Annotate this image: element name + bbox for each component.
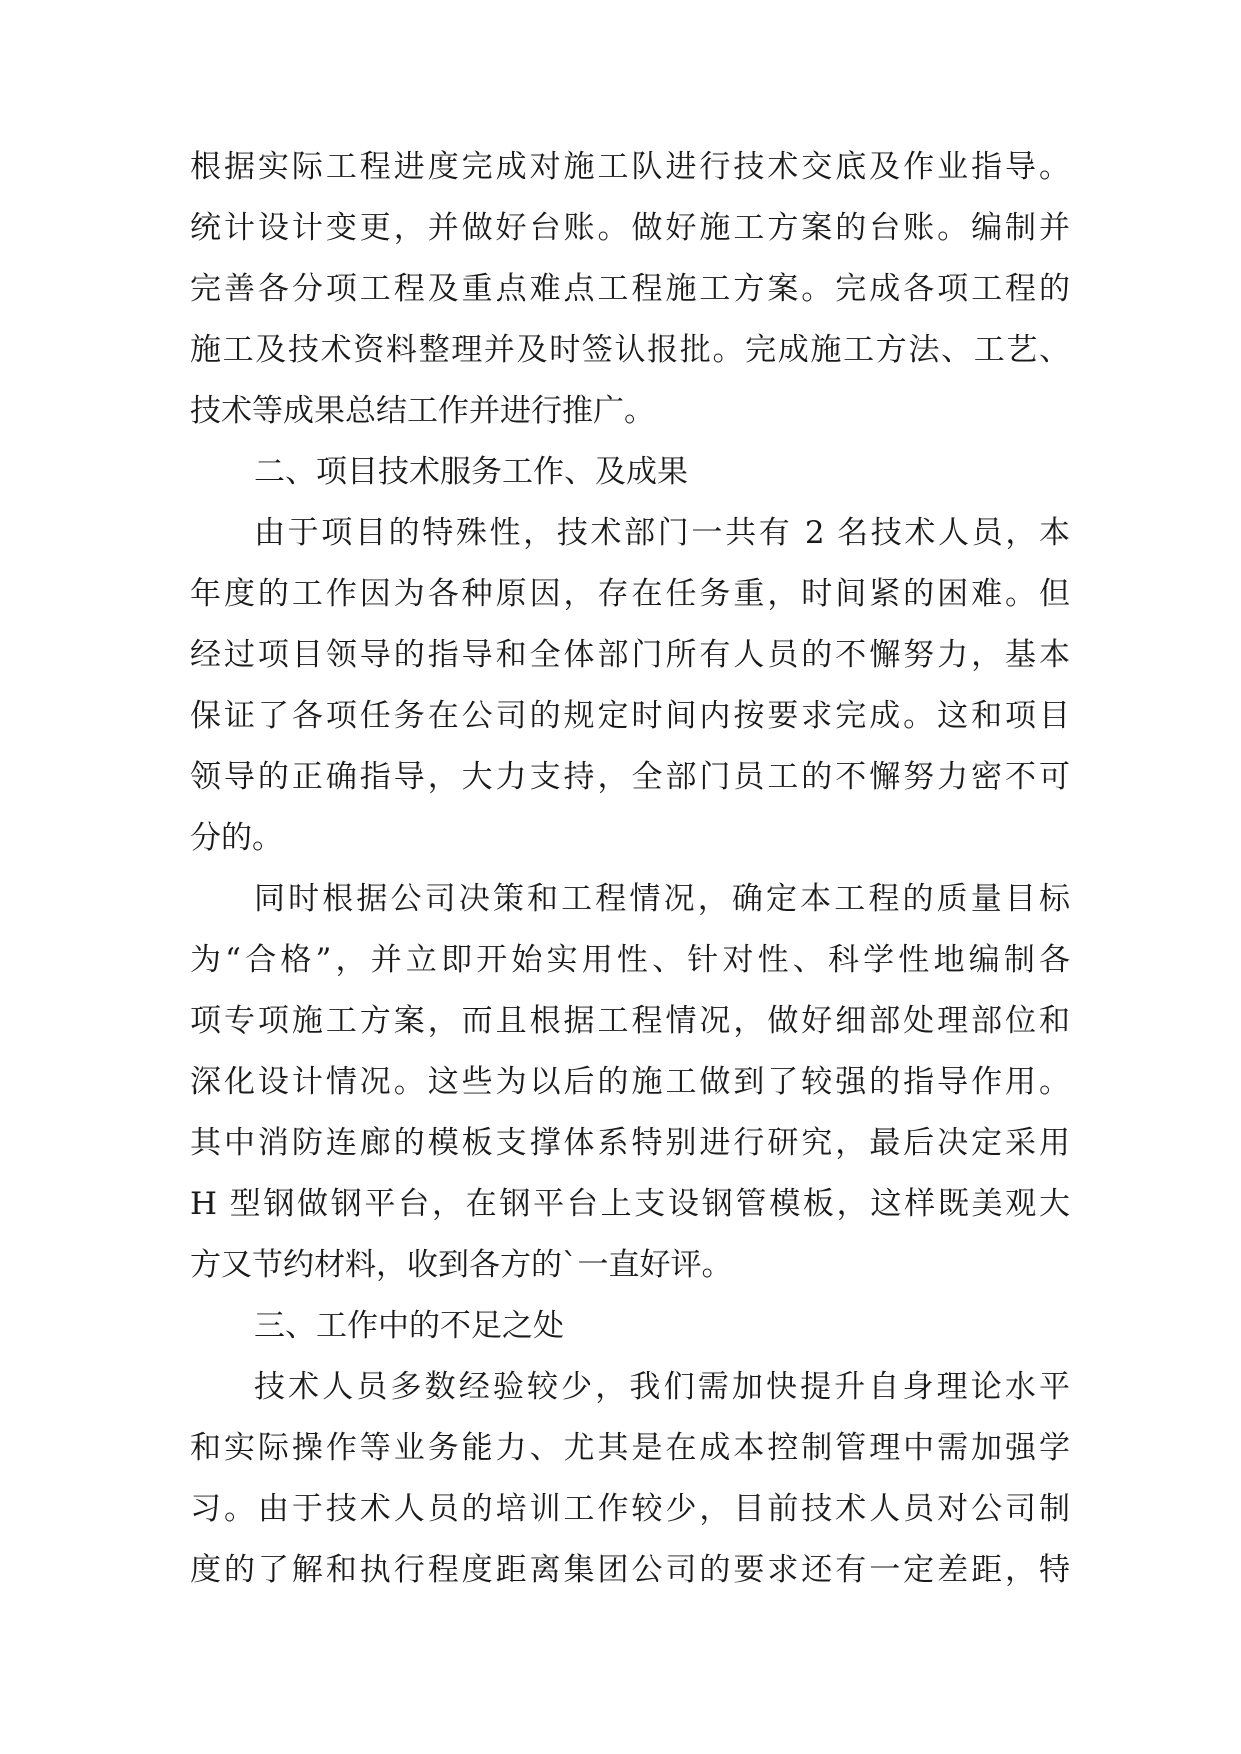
paragraph-line: 根据实际工程进度完成对施工队进行技术交底及作业指导。 [190,149,1070,185]
paragraph-line: 和实际操作等业务能力、尤其是在成本控制管理中需加强学 [190,1430,1070,1466]
paragraph-line: 由于项目的特殊性，技术部门一共有 2 名技术人员，本 [254,515,1070,551]
paragraph-line: 技术等成果总结工作并进行推广。 [190,393,655,429]
paragraph-line: 领导的正确指导，大力支持，全部门员工的不懈努力密不可 [190,759,1070,795]
paragraph-line: 同时根据公司决策和工程情况，确定本工程的质量目标 [254,881,1070,917]
paragraph-line: 项专项施工方案，而且根据工程情况，做好细部处理部位和 [190,1003,1070,1039]
paragraph-line: 为“合格”，并立即开始实用性、针对性、科学性地编制各 [190,942,1070,978]
paragraph-line: 技术人员多数经验较少，我们需加快提升自身理论水平 [254,1369,1070,1405]
paragraph-line: 施工及技术资料整理并及时签认报批。完成施工方法、工艺、 [190,332,1070,368]
paragraph-line: 度的了解和执行程度距离集团公司的要求还有一定差距，特 [190,1552,1070,1588]
paragraph-line: 其中消防连廊的模板支撑体系特别进行研究，最后决定采用 [190,1125,1070,1161]
paragraph-line: 分的。 [190,820,283,856]
paragraph-line: H 型钢做钢平台，在钢平台上支设钢管模板，这样既美观大 [190,1186,1070,1222]
paragraph-line: 习。由于技术人员的培训工作较少，目前技术人员对公司制 [190,1491,1070,1527]
section-heading: 二、项目技术服务工作、及成果 [254,454,688,490]
paragraph-line: 年度的工作因为各种原因，存在任务重，时间紧的困难。但 [190,576,1070,612]
section-heading: 三、工作中的不足之处 [254,1308,564,1344]
paragraph-line: 保证了各项任务在公司的规定时间内按要求完成。这和项目 [190,698,1070,734]
paragraph-line: 经过项目领导的指导和全体部门所有人员的不懈努力，基本 [190,637,1070,673]
paragraph-line: 深化设计情况。这些为以后的施工做到了较强的指导作用。 [190,1064,1070,1100]
paragraph-line: 统计设计变更，并做好台账。做好施工方案的台账。编制并 [190,210,1070,246]
paragraph-line: 方又节约材料，收到各方的`一直好评。 [190,1247,733,1283]
paragraph-line: 完善各分项工程及重点难点工程施工方案。完成各项工程的 [190,271,1070,307]
